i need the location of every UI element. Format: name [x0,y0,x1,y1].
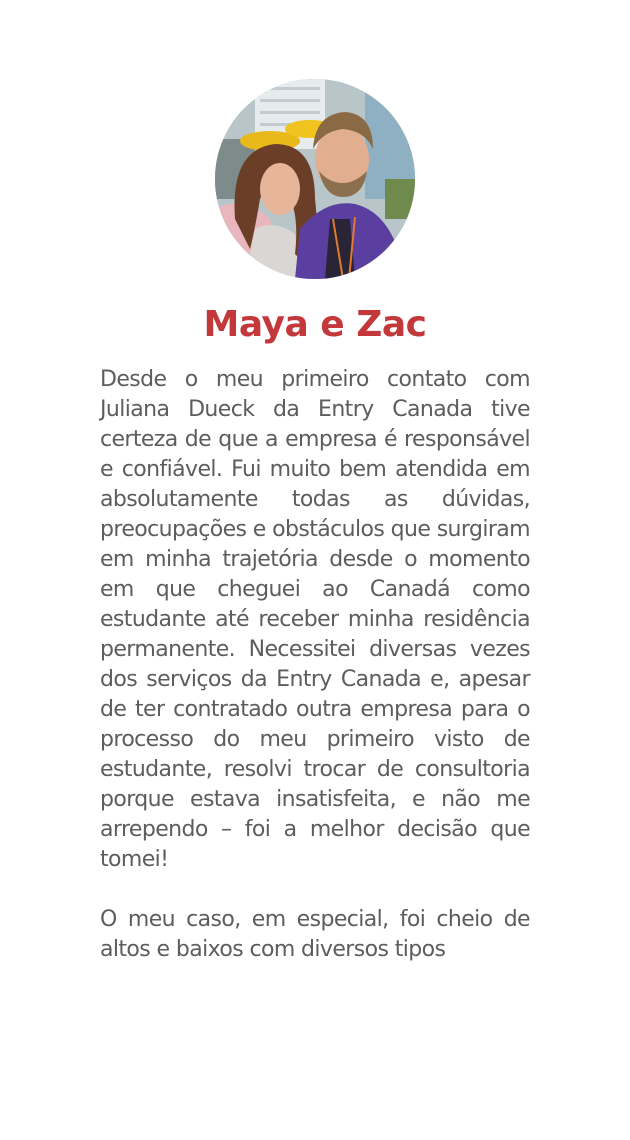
testimonial-paragraph: Desde o meu primeiro contato com Juliana Dueck da Entry Canada tive certeza de que a empresa é responsável e confiável. Fui muito bem atendida em absolutamente todas as dúvidas, preocupações e obstáculos que surgiram em minha trajetória desde o momento em que cheguei ao Canadá como estudante até receber minha residência permanente. Necessitei diversas vezes dos serviços da Entry Canada e, apesar de ter contratado outra empresa para o processo do meu primeiro visto de estudante, resolvi trocar de consultoria porque estava insatisfeita, e não me arrependo – foi a melhor decisão que tomei! [100,367,530,872]
testimonial-paragraph: O meu caso, em especial, foi cheio de altos e baixos com diversos tipos [100,907,530,962]
testimonial-text [100,365,530,995]
avatar [215,79,415,279]
testimonial-name: Maya e Zac [203,304,427,345]
couple-photo-icon [215,79,415,279]
